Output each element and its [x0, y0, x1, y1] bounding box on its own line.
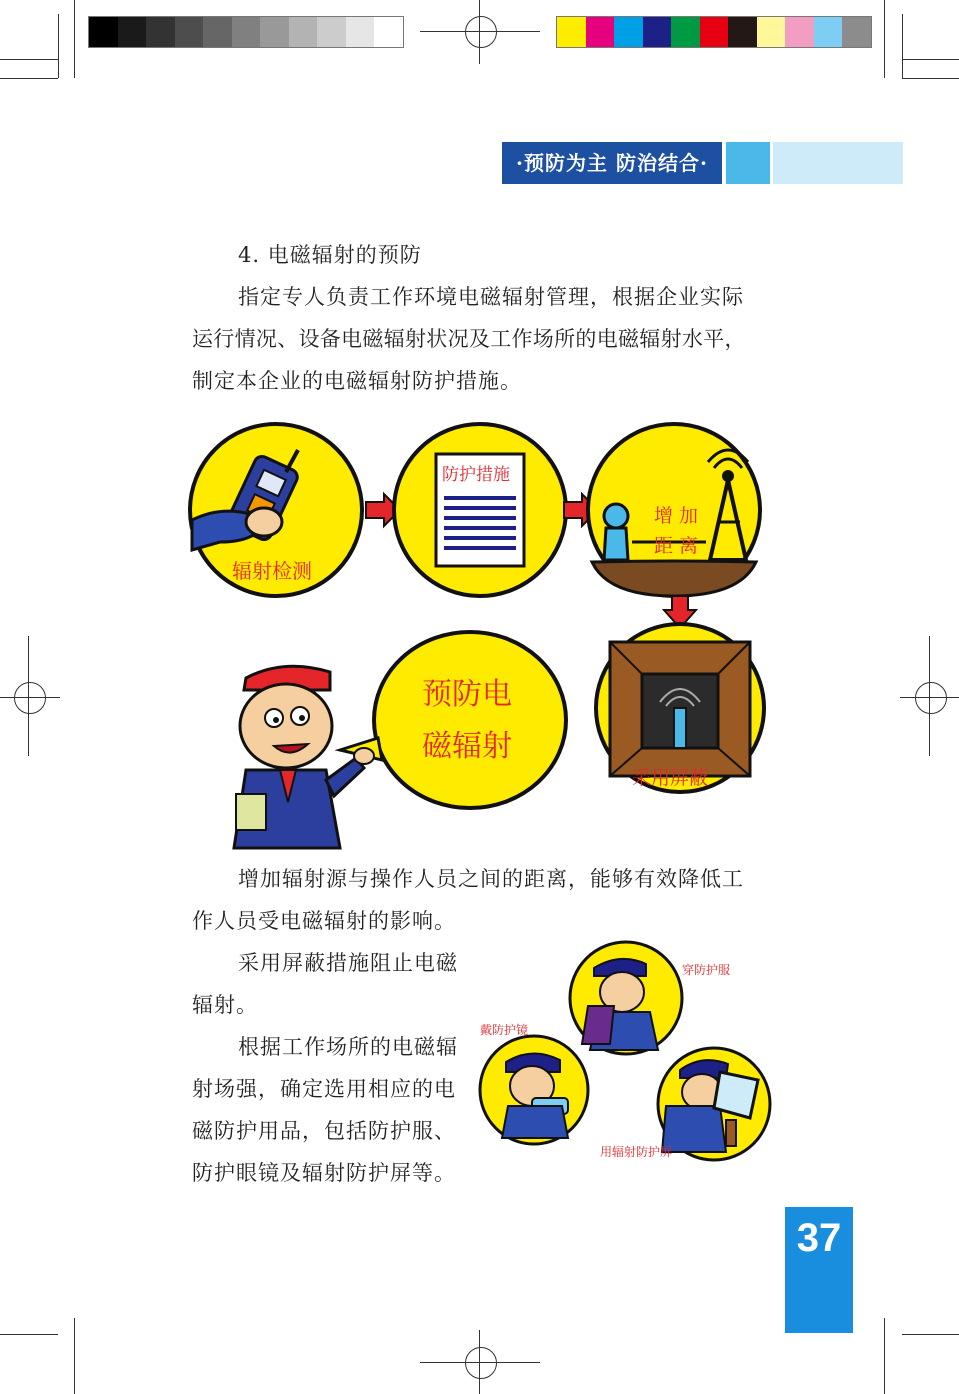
color-swatch: [118, 17, 147, 47]
speech-line-1: 预防电: [422, 677, 512, 712]
cartoon-worker: [234, 666, 374, 848]
color-swatch: [728, 17, 757, 47]
screen-label: 用辐射防护屏: [600, 1145, 673, 1159]
color-swatch: [260, 17, 289, 47]
protective-equipment-illustration: [470, 940, 780, 1180]
radiation-screen-figure: [658, 1048, 770, 1160]
prevention-flow-illustration: [180, 410, 780, 860]
speech-bubble: [340, 632, 566, 808]
color-swatch: [89, 17, 118, 47]
color-swatch: [289, 17, 318, 47]
color-swatch: [586, 17, 615, 47]
color-swatch: [346, 17, 375, 47]
distance-label-line1: 增 加: [654, 505, 699, 527]
color-swatch: [643, 17, 672, 47]
color-swatch: [203, 17, 232, 47]
color-swatch: [842, 17, 871, 47]
color-swatch: [814, 17, 843, 47]
header-accent-block: [726, 142, 770, 184]
color-swatch: [146, 17, 175, 47]
color-swatch: [557, 17, 586, 47]
page-number: 37: [785, 1207, 853, 1333]
detection-label: 辐射检测: [232, 559, 312, 583]
measures-label: 防护措施: [442, 465, 510, 485]
color-swatch: [671, 17, 700, 47]
measures-circle: [394, 424, 566, 596]
section-header-tag: ·预防为主 防治结合·: [502, 142, 722, 184]
header-pale-block: [773, 142, 903, 184]
protective-clothing-figure: [570, 942, 682, 1054]
color-swatch: [232, 17, 261, 47]
shielding-label: 采用屏蔽: [632, 767, 709, 789]
clothing-label: 穿防护服: [682, 963, 731, 977]
goggles-figure: [480, 1036, 588, 1144]
grayscale-color-bar: [88, 16, 404, 48]
goggles-label: 戴防护镜: [480, 1023, 529, 1037]
distance-label-line2: 距 离: [654, 535, 699, 557]
color-swatch: [374, 17, 403, 47]
color-swatch: [317, 17, 346, 47]
process-color-bar: [556, 16, 872, 48]
color-swatch: [700, 17, 729, 47]
color-swatch: [614, 17, 643, 47]
color-swatch: [785, 17, 814, 47]
color-swatch: [757, 17, 786, 47]
section-heading: 4. 电磁辐射的预防: [238, 243, 422, 267]
speech-line-2: 磁辐射: [422, 729, 512, 764]
color-swatch: [175, 17, 204, 47]
